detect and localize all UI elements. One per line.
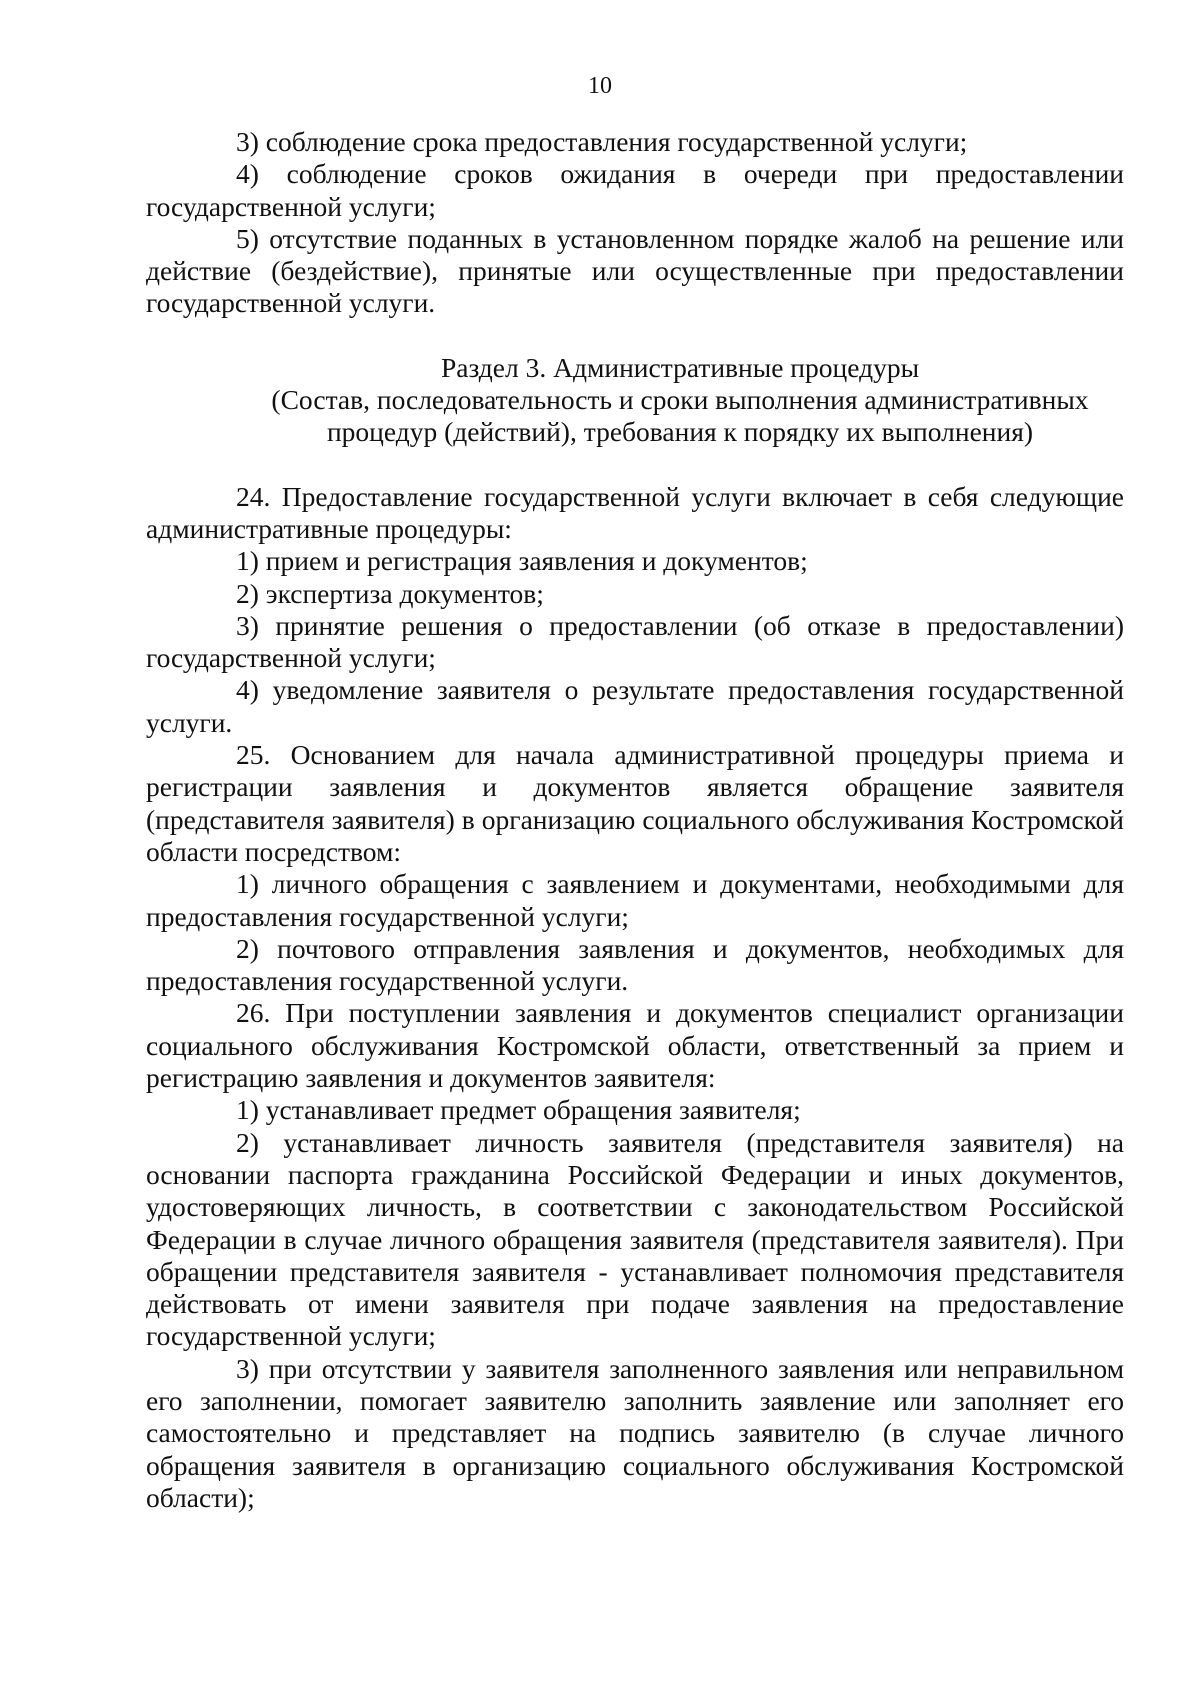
paragraph-criterion-4: 4) соблюдение сроков ожидания в очереди при предоставлении государственной услуги; [146,158,1124,222]
paragraph-25: 25. Основанием для начала административной процедуры приема и регистрации заявления и документов является обращение заявителя (представителя заявителя) в организацию социального обслуживания Костромской области посредством: [146,739,1124,867]
paragraph-24-item-4: 4) уведомление заявителя о результате предоставления государственной услуги. [146,674,1124,738]
section-subtitle-line1: (Состав, последовательность и сроки выполнения административных [271,384,1089,416]
paragraph-24-item-3: 3) принятие решения о предоставлении (об отказе в предоставлении) государственной услуги; [146,609,1124,674]
section-subtitle-line2: процедур (действий), требования к порядку их выполнения) [326,416,1034,448]
paragraph-24-item-1: 1) прием и регистрация заявления и документов; [236,545,808,577]
page-number: 10 [588,73,612,99]
paragraph-25-item-2: 2) почтового отправления заявления и документов, необходимых для предоставления государственной услуги. [146,932,1124,997]
paragraph-24-item-2: 2) экспертиза документов; [236,577,544,609]
paragraph-24: 24. Предоставление государственной услуги включает в себя следующие административные процедуры: [146,480,1124,544]
paragraph-25-item-1: 1) личного обращения с заявлением и документами, необходимыми для предоставления государственной услуги; [146,868,1124,932]
paragraph-criterion-3: 3) соблюдение срока предоставления государственной услуги; [236,126,968,157]
section-title: Раздел 3. Административные процедуры [440,351,920,383]
document-body [146,126,1124,1514]
paragraph-26-item-2: 2) устанавливает личность заявителя (представителя заявителя) на основании паспорта гражданина Российской Федерации и иных документов, удостоверяющих личность, в соответствии с законодательством Российской Федерации в случае личного обращения заявителя (представителя заявителя). При обращении представителя заявителя - устанавливает полномочия представителя действовать от имени заявителя при подаче заявления на предоставление государственной услуги; [146,1126,1124,1352]
paragraph-26-item-1: 1) устанавливает предмет обращения заявителя; [236,1094,801,1126]
paragraph-26-item-3: 3) при отсутствии у заявителя заполненного заявления или неправильном его заполнении, помогает заявителю заполнить заявление или заполняет его самостоятельно и представляет на подпись заявителю (в случае личного обращения заявителя в организацию социального обслуживания Костромской области); [146,1352,1124,1513]
paragraph-26: 26. При поступлении заявления и документов специалист организации социального обслуживания Костромской области, ответственный за прием и регистрацию заявления и документов заявителя: [146,997,1124,1094]
paragraph-criterion-5: 5) отсутствие поданных в установленном порядке жалоб на решение или действие (бездействие), принятые или осуществленные при предоставлении государственной услуги. [146,222,1124,319]
